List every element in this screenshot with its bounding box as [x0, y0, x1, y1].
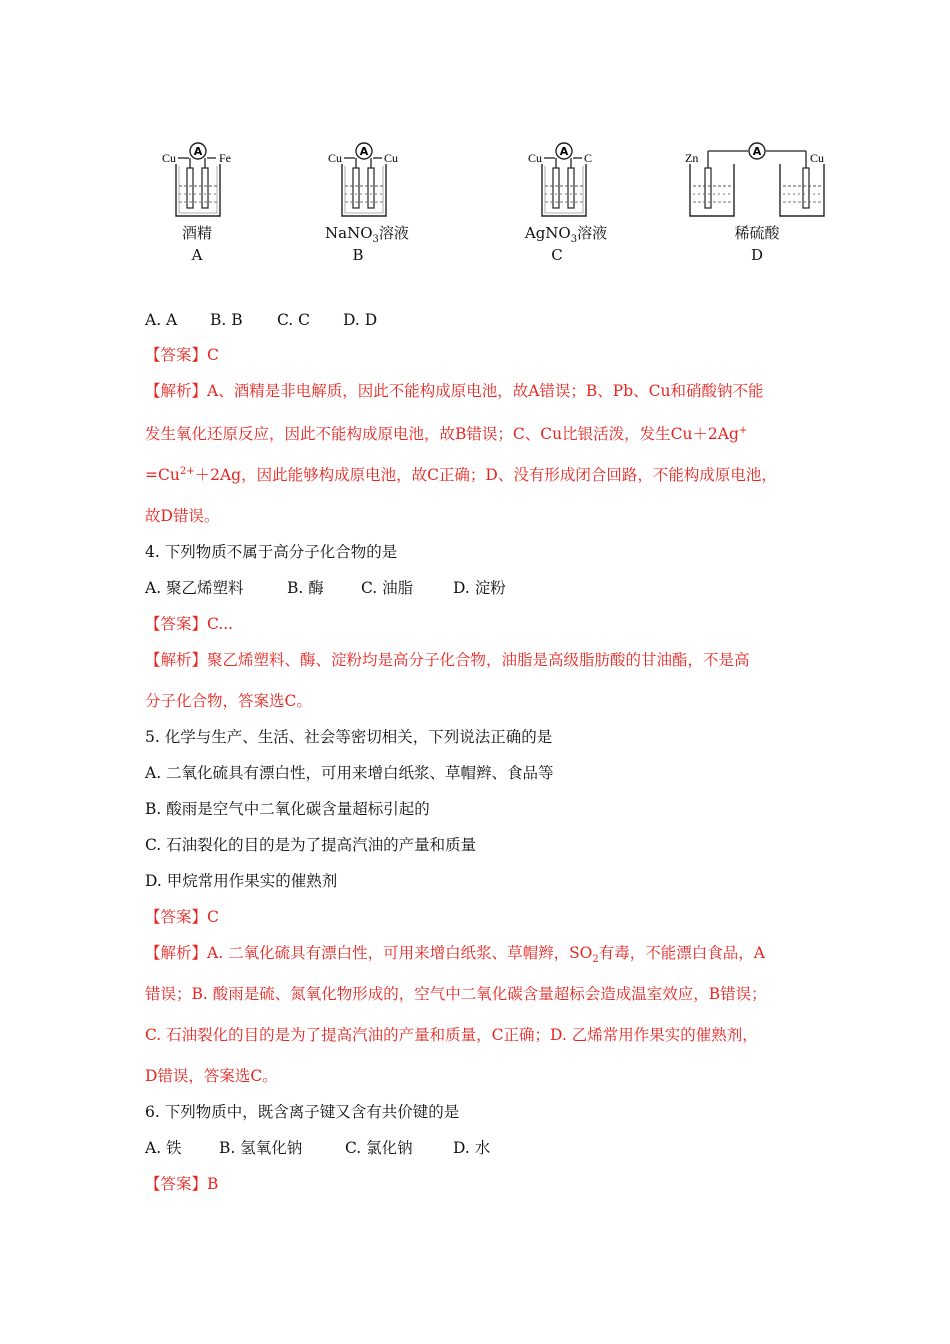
q4-options	[145, 578, 506, 598]
q3-analysis-line-2: 发生氧化还原反应，因此不能构成原电池，故B错误；C、Cu比银活泼，发生Cu＋2Ag+	[145, 424, 748, 443]
q4-answer: 【答案】C...	[145, 615, 234, 633]
q3-analysis-line-1: 【解析】A、酒精是非电解质，因此不能构成原电池，故A错误；B、Pb、Cu和硝酸钠不能	[145, 382, 764, 400]
q6-question: 6. 下列物质中，既含离子键又含有共价键的是	[145, 1103, 460, 1121]
q5-analysis-line-1: 【解析】A. 二氧化硫具有漂白性，可用来增白纸浆、草帽辫，$SO_2$有毒，不能漂白食品，A	[145, 944, 765, 966]
figure-d	[684, 140, 834, 222]
label-c: C	[551, 246, 563, 264]
caption-a: 酒精	[181, 224, 212, 242]
svg-text:Cu: Cu	[384, 151, 399, 165]
q5-analysis-line-3: C. 石油裂化的目的是为了提高汽油的产量和质量，C正确；D. 乙烯常用作果实的催熟剂，	[145, 1026, 758, 1044]
q4-option-d: D. 淀粉	[453, 579, 506, 597]
svg-text:Cu: Cu	[528, 151, 543, 165]
cell-diagram-b	[326, 140, 406, 222]
q6-option-b: B. 氢氧化钠	[219, 1139, 303, 1157]
label-d: D	[750, 246, 764, 264]
q3-answer: 【答案】C	[145, 346, 219, 364]
q3-options	[145, 310, 377, 330]
q4-option-a: A. 聚乙烯塑料	[145, 579, 244, 597]
q6-option-a: A. 铁	[145, 1139, 182, 1157]
q4-question: 4. 下列物质不属于高分子化合物的是	[145, 543, 398, 561]
q4-option-c: C. 油脂	[361, 579, 414, 597]
q4-option-b: B. 酶	[287, 579, 324, 597]
cell-diagram-d	[684, 140, 834, 222]
q5-question: 5. 化学与生产、生活、社会等密切相关，下列说法正确的是	[145, 728, 553, 746]
svg-text:Fe: Fe	[219, 151, 231, 165]
q6-answer: 【答案】B	[145, 1175, 219, 1193]
q3-option-b: B. B	[210, 311, 243, 329]
svg-text:A: A	[359, 145, 369, 158]
figure-c	[526, 140, 606, 222]
figure-a	[160, 140, 240, 222]
caption-d: 稀硫酸	[734, 224, 780, 242]
caption-b: NaNO$_3$溶液	[325, 224, 409, 245]
q5-analysis-line-4: D错误，答案选C。	[145, 1067, 278, 1085]
cell-diagram-c	[526, 140, 606, 222]
q3-option-c: C. C	[277, 311, 311, 329]
q5-option-b: B. 酸雨是空气中二氧化碳含量超标引起的	[145, 800, 430, 818]
q5-option-c: C. 石油裂化的目的是为了提高汽油的产量和质量	[145, 836, 477, 854]
figure-b	[326, 140, 406, 222]
svg-text:A: A	[752, 145, 762, 158]
q6-option-d: D. 水	[453, 1139, 491, 1157]
label-a: A	[191, 246, 203, 264]
caption-c: AgNO$_3$溶液	[524, 224, 608, 245]
q3-analysis-line-4: 故D错误。	[145, 507, 220, 525]
svg-text:A: A	[193, 145, 203, 158]
q4-analysis-line-1: 【解析】聚乙烯塑料、酶、淀粉均是高分子化合物，油脂是高级脂肪酸的甘油酯，不是高	[145, 651, 750, 669]
label-b: B	[352, 246, 364, 264]
q4-analysis-line-2: 分子化合物，答案选C。	[145, 692, 312, 710]
svg-text:Cu: Cu	[810, 151, 825, 165]
q6-option-c: C. 氯化钠	[345, 1139, 413, 1157]
svg-text:A: A	[559, 145, 569, 158]
cell-diagram-a	[160, 140, 240, 222]
svg-text:C: C	[584, 151, 593, 165]
svg-text:Cu: Cu	[328, 151, 343, 165]
q5-option-d: D. 甲烷常用作果实的催熟剂	[145, 872, 338, 890]
q5-answer: 【答案】C	[145, 908, 219, 926]
svg-text:Zn: Zn	[685, 151, 699, 165]
q5-analysis-line-2: 错误；B. 酸雨是硫、氮氧化物形成的，空气中二氧化碳含量超标会造成温室效应，B错误；	[145, 985, 767, 1003]
q5-option-a: A. 二氧化硫具有漂白性，可用来增白纸浆、草帽辫、食品等	[145, 764, 554, 782]
q6-options	[145, 1138, 490, 1158]
q3-option-a: A. A	[145, 311, 178, 329]
svg-text:Cu: Cu	[162, 151, 177, 165]
q3-option-d: D. D	[343, 311, 378, 329]
q3-analysis-line-3: $=Cu^{2+}+2Ag$，因此能够构成原电池，故C正确；D、没有形成闭合回路，不能构成原电池，	[145, 465, 777, 484]
